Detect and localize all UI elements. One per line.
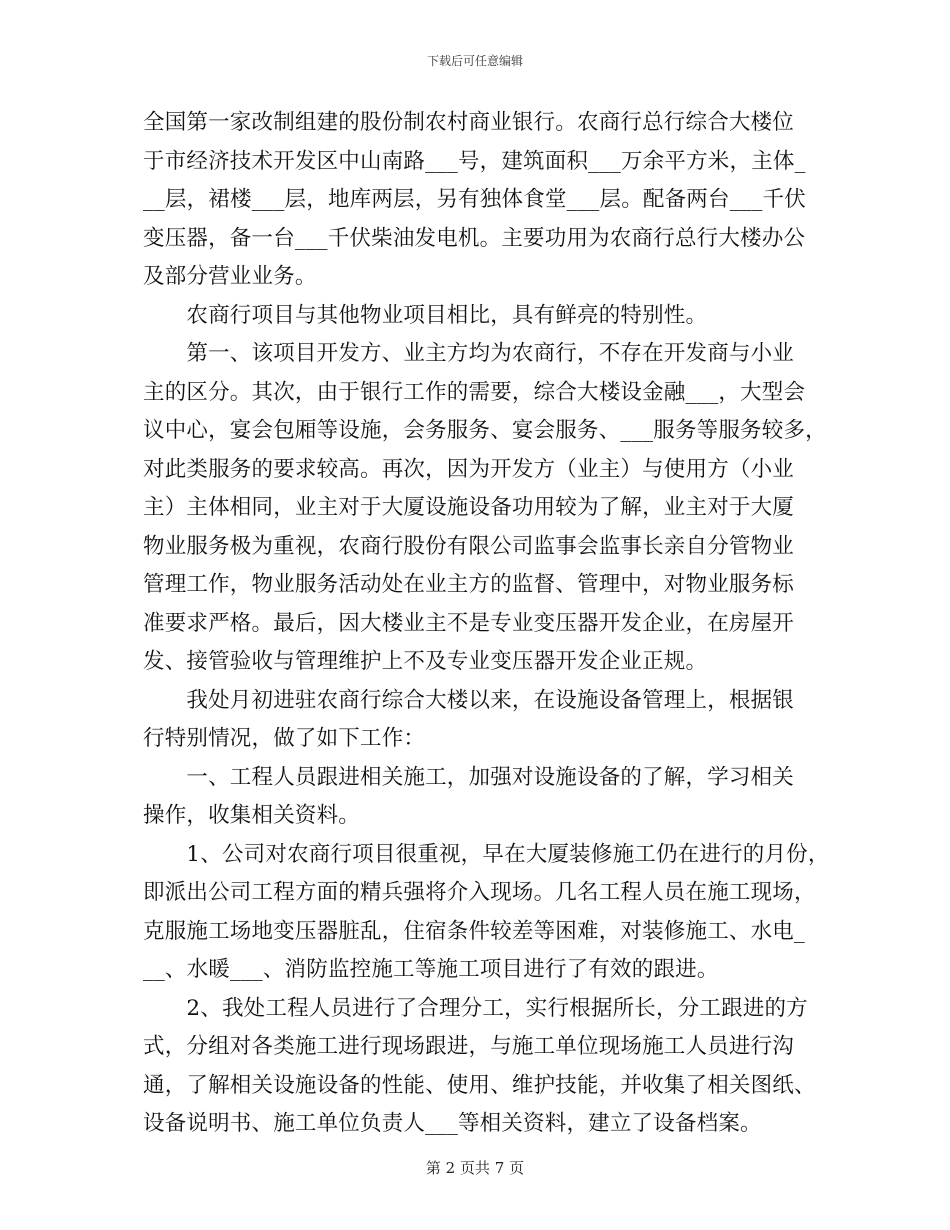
page-footer: 第 2 页共 7 页 (425, 1159, 525, 1177)
text-line: __、水暖___、消防监控施工等施工项目进行了有效的跟进。 (143, 957, 719, 982)
text-line: 行特别情况，做了如下工作： (143, 726, 426, 751)
text-line: 一、工程人员跟进相关施工，加强对设施设备的了解，学习相关 (143, 764, 795, 790)
text-line: __层，裙楼___层，地库两层，另有独体食堂___层。配备两台___千伏 (143, 187, 806, 212)
text-line: 农商行项目与其他物业项目相比，具有鲜亮的特别性。 (143, 302, 708, 328)
document-body (143, 104, 833, 1144)
text-line: 对此类服务的要求较高。再次，因为开发方（业主）与使用方（小业 (143, 456, 795, 482)
text-line: 即派出公司工程方面的精兵强将介入现场。几名工程人员在施工现场， (143, 880, 816, 905)
text-line: 变压器，备一台___千伏柴油发电机。主要功用为农商行总行大楼办公 (143, 225, 806, 251)
text-line: 式，分组对各类施工进行现场跟进，与施工单位现场施工人员进行沟 (143, 1034, 795, 1059)
text-line: 1、公司对农商行项目很重视，早在大厦装修施工仍在进行的月份， (143, 841, 830, 867)
text-line: 我处月初进驻农商行综合大楼以来，在设施设备管理上，根据银 (143, 687, 795, 713)
text-line: 准要求严格。最后，因大楼业主不是专业变压器开发企业，在房屋开 (143, 610, 795, 636)
text-line: 发、接管验收与管理维护上不及专业变压器开发企业正规。 (143, 649, 708, 674)
text-line: 第一、该项目开发方、业主方均为农商行，不存在开发商与小业 (143, 341, 795, 366)
text-line: 及部分营业业务。 (143, 264, 317, 289)
text-line: 操作，收集相关资料。 (143, 803, 361, 828)
text-line: 管理工作，物业服务活动处在业主方的监督、管理中，对物业服务标 (143, 572, 795, 597)
text-line: 2、我处工程人员进行了合理分工，实行根据所长，分工跟进的方 (143, 995, 808, 1021)
text-line: 物业服务极为重视，农商行股份有限公司监事会监事长亲自分管物业 (143, 533, 795, 559)
text-line: 主的区分。其次，由于银行工作的需要，综合大楼设金融___，大型会 (143, 379, 806, 405)
text-line: 议中心，宴会包厢等设施，会务服务、宴会服务、___服务等服务较多， (143, 418, 827, 443)
text-line: 通，了解相关设施设备的性能、使用、维护技能，并收集了相关图纸、 (143, 1072, 816, 1098)
text-line: 主）主体相同，业主对于大厦设施设备功用较为了解，业主对于大厦 (143, 495, 795, 520)
text-line: 全国第一家改制组建的股份制农村商业银行。农商行总行综合大楼位 (143, 110, 795, 135)
text-line: 于市经济技术开发区中山南路___号，建筑面积___万余平方米，主体_ (143, 148, 806, 174)
text-line: 克服施工场地变压器脏乱，住宿条件较差等困难，对装修施工、水电_ (143, 918, 805, 944)
page-header: 下载后可任意编辑 (426, 54, 523, 68)
text-line: 设备说明书、施工单位负责人___等相关资料，建立了设备档案。 (143, 1111, 762, 1136)
